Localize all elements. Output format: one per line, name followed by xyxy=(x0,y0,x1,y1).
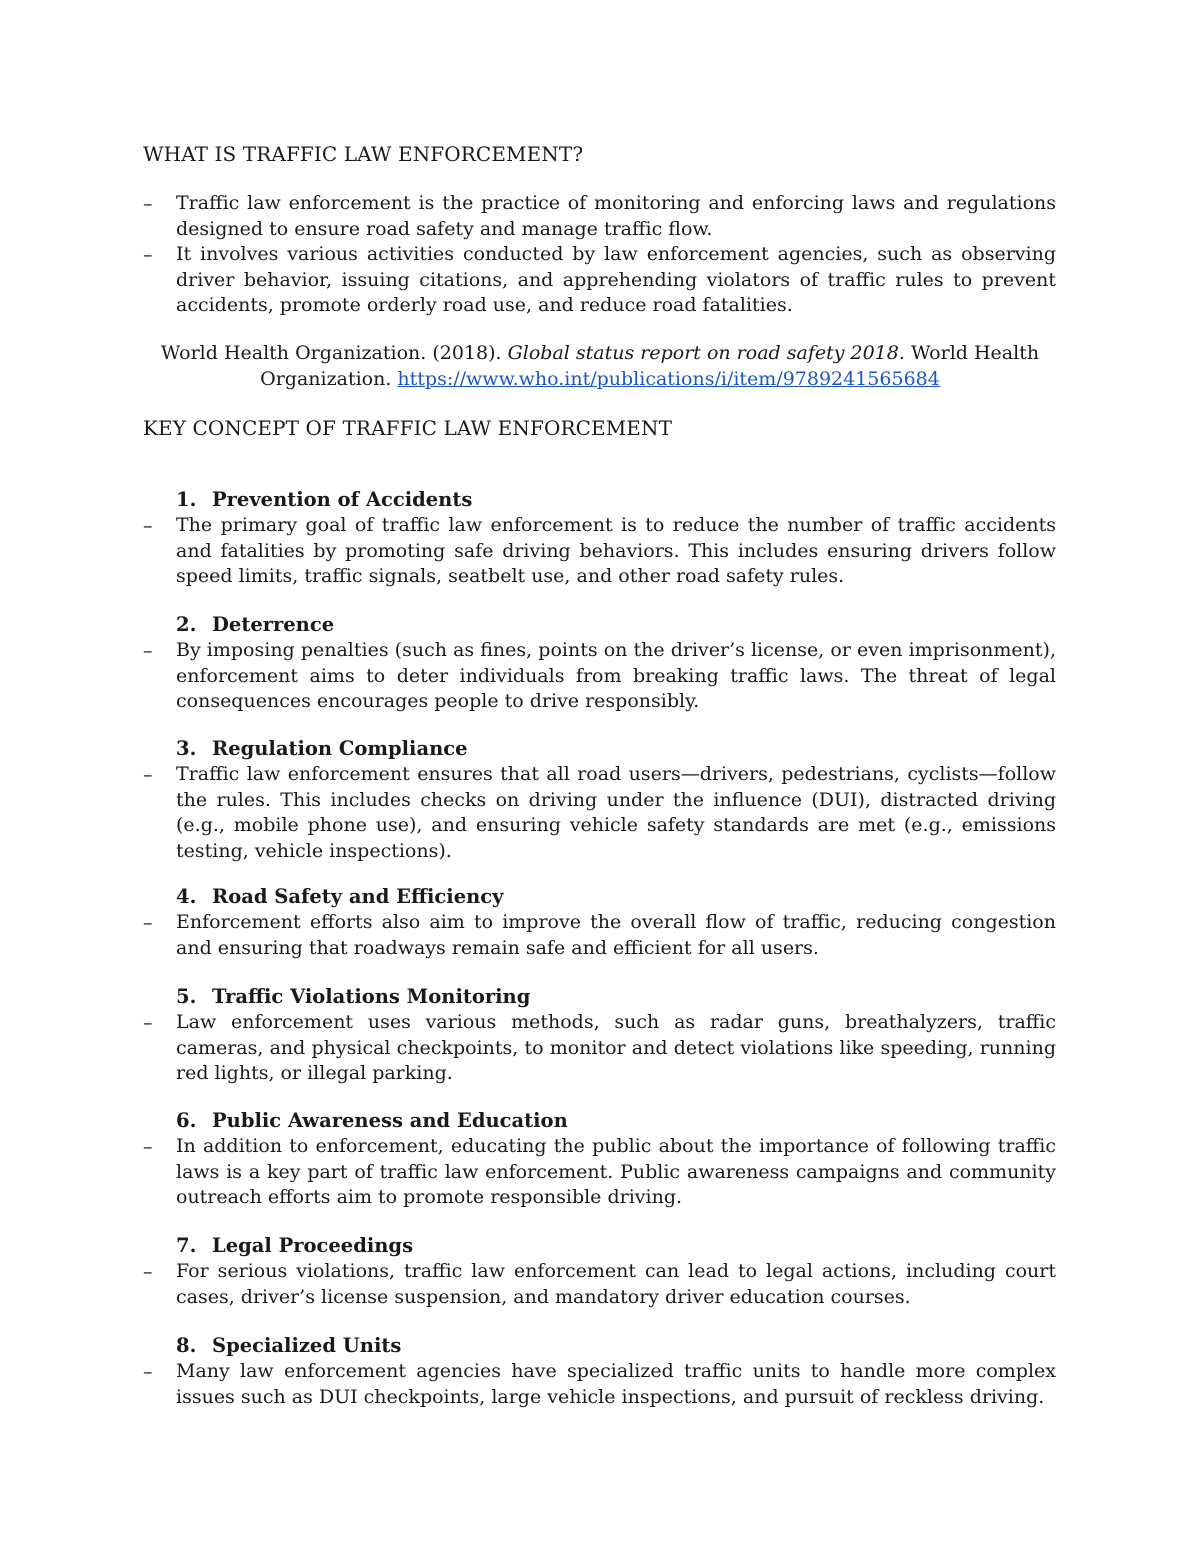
concept-text: Traffic law enforcement ensures that all road users—drivers, pedestrians, cyclists—follow the rules. This includes checks on driving under the influence (DUI), distracted driving (e.g., mobile phone use), and ensuring vehicle safety standards are met (e.g., emissions testing, vehicle inspections). xyxy=(176,763,1056,862)
bullet-dash: – xyxy=(143,764,153,786)
concept-title: Road Safety and Efficiency xyxy=(212,885,504,908)
citation-title: Global status report on road safety 2018 xyxy=(507,342,899,364)
concept-title: Traffic Violations Monitoring xyxy=(212,985,531,1008)
intro-paragraph-2: It involves various activities conducted by law enforcement agencies, such as observing driver behavior, issuing citations, and apprehending violators of traffic rules to prevent accidents, promote orderly road use, and reduce road fatalities. xyxy=(176,243,1056,316)
concept-title: Prevention of Accidents xyxy=(212,488,473,511)
bullet-dash: – xyxy=(143,193,153,215)
concept-heading xyxy=(176,488,472,511)
concept-text: Law enforcement uses various methods, such as radar guns, breathalyzers, traffic cameras, and physical checkpoints, to monitor and detect violations like speeding, running red lights, or illegal parking. xyxy=(176,1011,1056,1084)
concept-number: 6. xyxy=(176,1109,197,1132)
concept-text: Many law enforcement agencies have specialized traffic units to handle more complex issues such as DUI checkpoints, large vehicle inspections, and pursuit of reckless driving. xyxy=(176,1360,1056,1408)
bullet-dash: – xyxy=(143,640,153,662)
concept-text: By imposing penalties (such as fines, points on the driver’s license, or even imprisonment), enforcement aims to deter individuals from breaking traffic laws. The threat of legal consequences encourages people to drive responsibly. xyxy=(176,639,1056,712)
concept-heading xyxy=(176,613,334,636)
concept-number: 2. xyxy=(176,613,197,636)
concept-text: Enforcement efforts also aim to improve the overall flow of traffic, reducing congestion and ensuring that roadways remain safe and efficient for all users. xyxy=(176,911,1056,959)
concept-heading xyxy=(176,1109,568,1132)
concept-number: 1. xyxy=(176,488,197,511)
citation xyxy=(120,340,1080,392)
bullet-dash: – xyxy=(143,515,153,537)
citation-suffix: . World Health Organization. xyxy=(260,342,1040,390)
concept-text: The primary goal of traffic law enforcement is to reduce the number of traffic accidents and fatalities by promoting safe driving behaviors. This includes ensuring drivers follow speed limits, traffic signals, seatbelt use, and other road safety rules. xyxy=(176,514,1056,587)
concept-number: 5. xyxy=(176,985,197,1008)
bullet-dash: – xyxy=(143,244,153,266)
bullet-dash: – xyxy=(143,912,153,934)
bullet-dash: – xyxy=(143,1361,153,1383)
concept-number: 8. xyxy=(176,1334,197,1357)
concept-title: Specialized Units xyxy=(212,1334,402,1357)
concept-heading xyxy=(176,737,468,760)
concept-text: In addition to enforcement, educating the public about the importance of following traffic laws is a key part of traffic law enforcement. Public awareness campaigns and community outreach efforts aim to promote responsible driving. xyxy=(176,1135,1056,1208)
bullet-dash: – xyxy=(143,1012,153,1034)
section-title-key-concept: KEY CONCEPT OF TRAFFIC LAW ENFORCEMENT xyxy=(143,416,673,440)
section-title-what-is: WHAT IS TRAFFIC LAW ENFORCEMENT? xyxy=(143,142,584,166)
bullet-dash: – xyxy=(143,1136,153,1158)
concept-text: For serious violations, traffic law enforcement can lead to legal actions, including court cases, driver’s license suspension, and mandatory driver education courses. xyxy=(176,1260,1056,1308)
bullet-dash: – xyxy=(143,1261,153,1283)
concept-heading xyxy=(176,885,504,908)
concept-heading xyxy=(176,1234,413,1257)
concept-number: 3. xyxy=(176,737,197,760)
concept-title: Legal Proceedings xyxy=(212,1234,414,1257)
concept-title: Public Awareness and Education xyxy=(212,1109,568,1132)
citation-link[interactable]: https://www.who.int/publications/i/item/9789241565684 xyxy=(397,368,940,390)
citation-prefix: World Health Organization. (2018). xyxy=(160,342,508,364)
concept-heading xyxy=(176,1334,401,1357)
concept-number: 4. xyxy=(176,885,197,908)
concept-title: Deterrence xyxy=(212,613,335,636)
concept-number: 7. xyxy=(176,1234,197,1257)
intro-paragraph-1: Traffic law enforcement is the practice of monitoring and enforcing laws and regulations designed to ensure road safety and manage traffic flow. xyxy=(176,192,1056,240)
concept-title: Regulation Compliance xyxy=(212,737,468,760)
concept-heading xyxy=(176,985,530,1008)
